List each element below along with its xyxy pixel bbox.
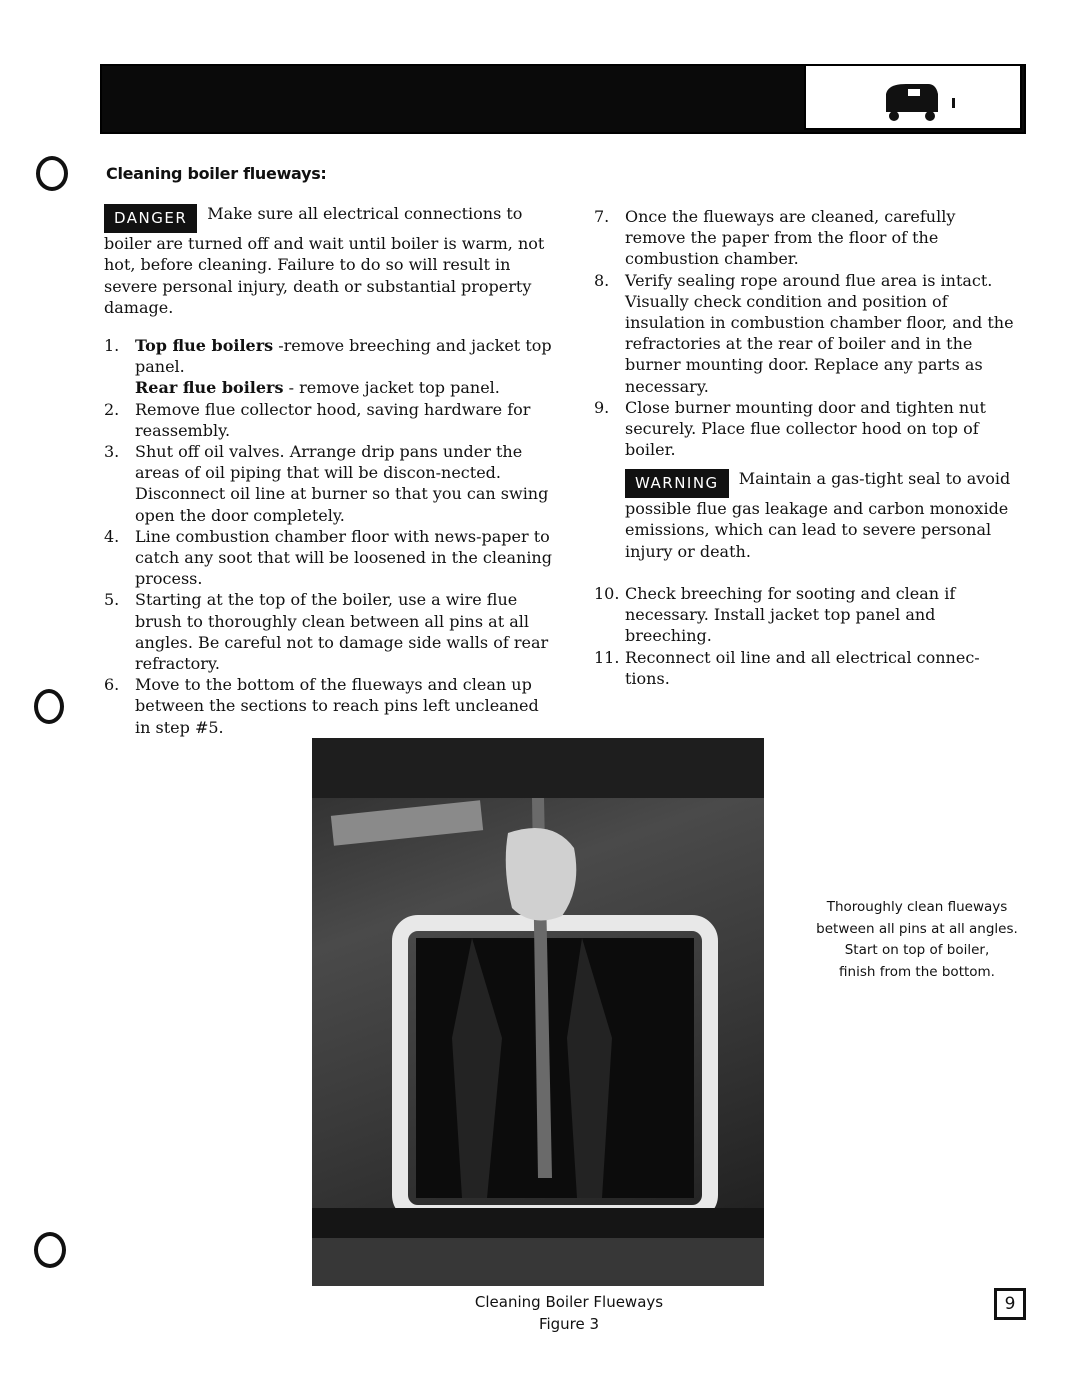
binder-hole-middle: [34, 689, 64, 724]
page-number: 9: [994, 1288, 1026, 1320]
warning-badge: WARNING: [625, 469, 729, 498]
warning-text: Maintain a gas-tight seal to avoid possible flue gas leakage and carbon monoxide emissions, which can lead to severe personal injury or death.: [625, 469, 1011, 561]
list-item: 3. Shut off oil valves. Arrange drip pans under the areas of oil piping that will be discon-nected. Disconnect oil line at burner so that you can swing open the door completely.: [104, 442, 549, 525]
binder-hole-bottom: [34, 1232, 66, 1268]
section-title: Cleaning boiler flueways:: [106, 164, 327, 183]
danger-badge: DANGER: [104, 204, 197, 233]
right-step-list: [594, 206, 1020, 460]
list-item: 9. Close burner mounting door and tighten nut securely. Place flue collector hood on top of boiler.: [594, 397, 986, 460]
boiler-cleaning-photo: [312, 738, 764, 1286]
list-item: 2. Remove flue collector hood, saving hardware for reassembly.: [104, 399, 531, 440]
list-item: 6. Move to the bottom of the flueways and clean up between the sections to reach pins left uncleaned in step #5.: [104, 675, 539, 737]
list-item: 5. Starting at the top of the boiler, use a wire flue brush to thoroughly clean between all pins at all angles. Be careful not to damage side walls of rear refractory.: [104, 590, 549, 674]
photo-side-caption: Thoroughly clean flueways between all pins at all angles. Start on top of boiler, finish from the bottom.: [816, 899, 1018, 980]
figure-title: Cleaning Boiler Flueways: [474, 1293, 664, 1311]
list-item: 8. Verify sealing rope around flue area is intact. Visually check condition and position of insulation in combustion chamber floor, and the refractories at the rear of boiler and in the burner mounting door. Replace any parts as necessary.: [594, 270, 1014, 396]
list-item: 4. Line combustion chamber floor with news-paper to catch any soot that will be loosened in the cleaning process.: [104, 526, 552, 589]
left-step-list: [104, 335, 552, 738]
list-item: 7. Once the flueways are cleaned, carefully remove the paper from the floor of the combustion chamber.: [594, 207, 956, 269]
list-item: Rear flue boilers - remove jacket top panel.: [135, 378, 500, 398]
danger-notice: [104, 203, 552, 318]
header-icon-box: [804, 64, 1022, 130]
right-step-list-2: [594, 583, 1020, 689]
danger-text: Make sure all electrical connections to boiler are turned off and wait until boiler is warm, not hot, before cleaning. Failure to do so will result in severe personal injury, death or substantial property damage.: [104, 204, 545, 317]
figure-caption: [444, 1292, 694, 1335]
warning-notice: [625, 468, 1025, 562]
list-item: 11. Reconnect oil line and all electrical connec-tions.: [594, 647, 980, 688]
list-item: 1. Top flue boilers -remove breeching and jacket top panel.: [104, 336, 552, 377]
binder-hole-top: [36, 156, 68, 191]
figure-number: Figure 3: [538, 1314, 600, 1333]
list-item: 10. Check breeching for sooting and clean if necessary. Install jacket top panel and breeching.: [594, 584, 956, 646]
oil-tank-icon: [876, 76, 996, 126]
